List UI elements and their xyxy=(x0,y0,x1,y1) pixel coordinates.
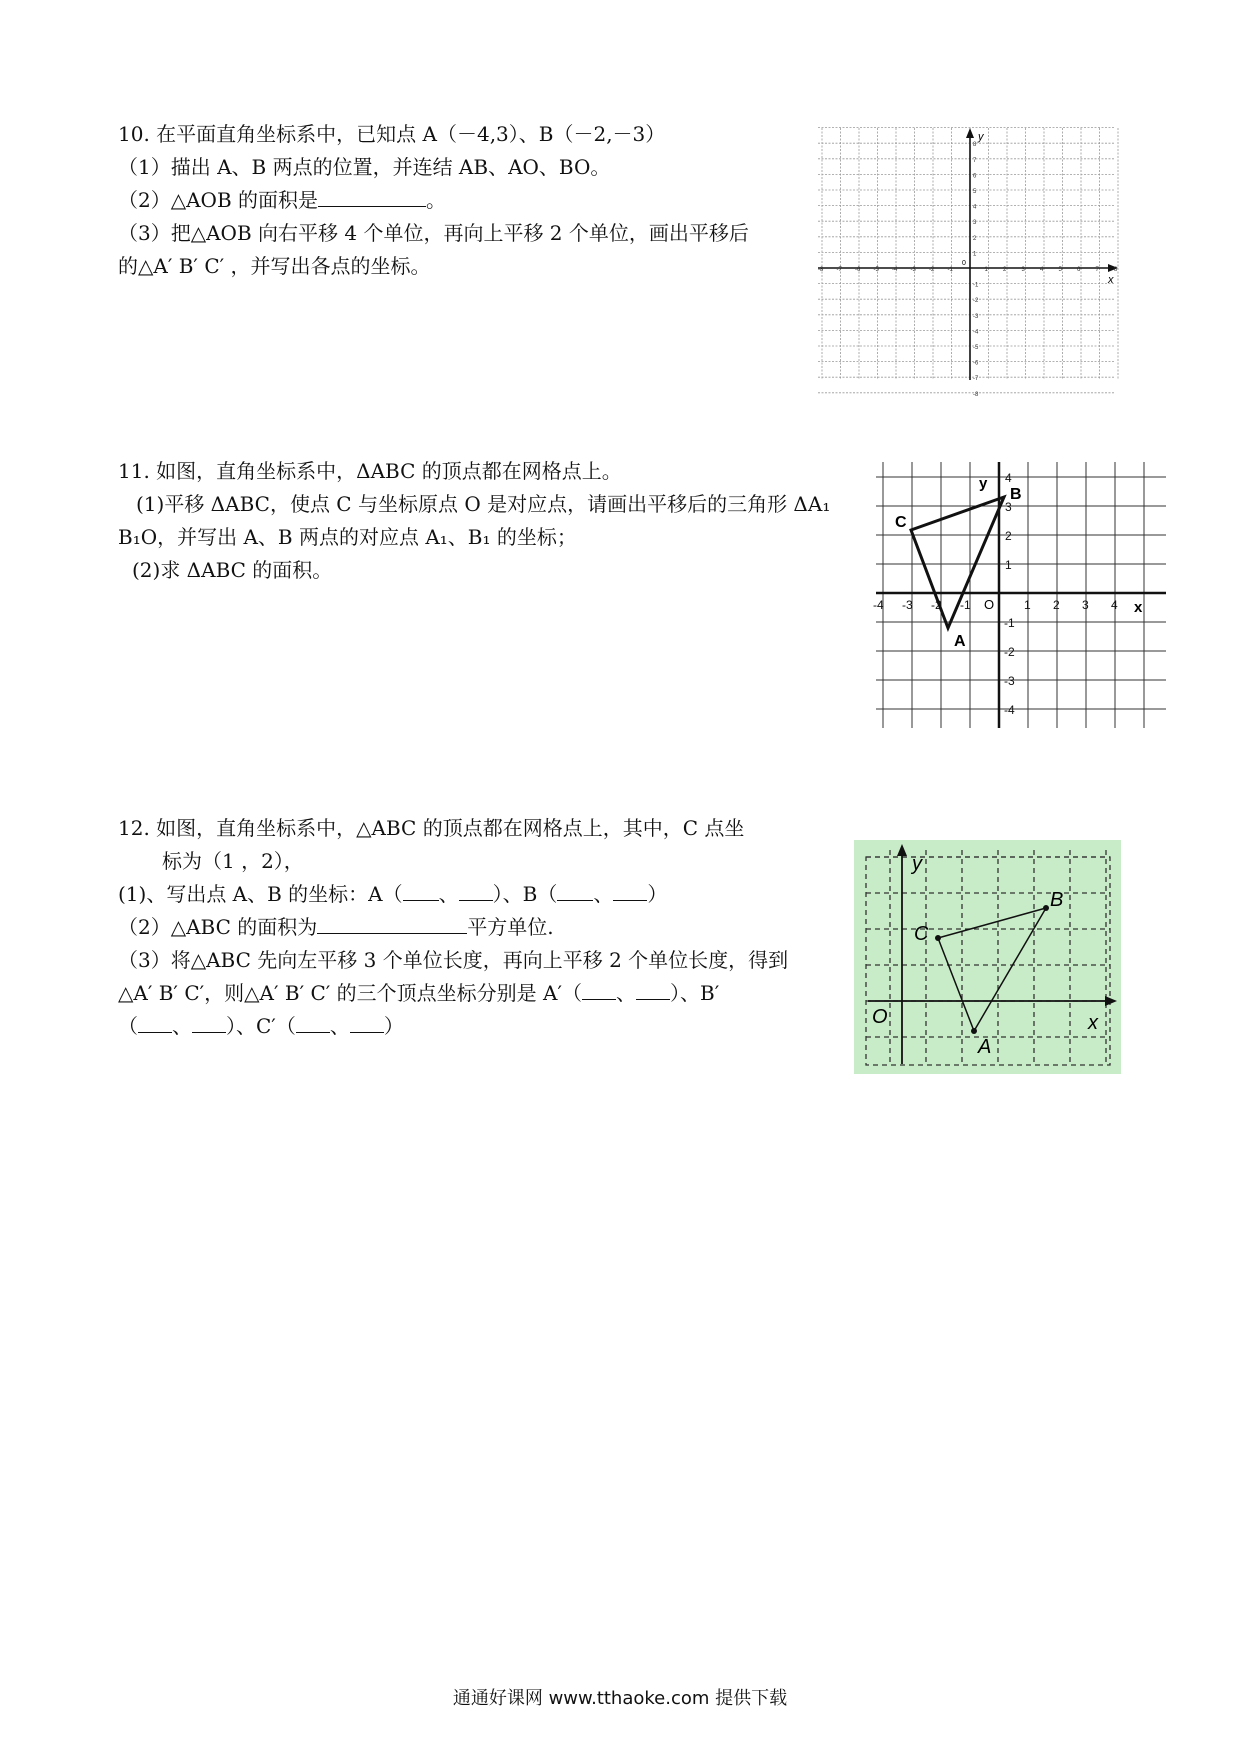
q12-label-c: C xyxy=(914,923,929,945)
q12-b1-x-blank[interactable] xyxy=(138,1010,172,1033)
q12-c1-y-blank[interactable] xyxy=(350,1010,384,1033)
q10-coordinate-grid xyxy=(818,128,1118,398)
q10-y-tick-label: -4 xyxy=(973,329,979,336)
q11-y-tick-label: 2 xyxy=(1005,529,1012,543)
q11-y-tick-label: 1 xyxy=(1005,558,1012,572)
q11-label-a: A xyxy=(954,633,966,650)
q10-line-3: （2）△AOB 的面积是 。 xyxy=(118,184,749,217)
q12-line-3: (1)、写出点 A、B 的坐标：A（ 、 ）、B（ 、 ） xyxy=(118,878,788,911)
q10-y-tick-label: -1 xyxy=(973,282,979,289)
q11-y-tick-label: -4 xyxy=(1004,703,1015,717)
q11-x-tick-label: -2 xyxy=(931,598,942,612)
q10-x-tick-label: -6 xyxy=(855,267,861,273)
q10-x-tick-label: 7 xyxy=(1095,267,1099,273)
q10-x-tick-label: 4 xyxy=(1040,267,1044,273)
q11-x-label: x xyxy=(1134,599,1143,616)
q11-x-tick-label: -3 xyxy=(902,598,913,612)
q10-line-2: （1）描出 A、B 两点的位置，并连结 AB、AO、BO。 xyxy=(118,155,611,179)
q11-y-tick-label: 3 xyxy=(1005,500,1012,514)
q10-y-tick-label: 8 xyxy=(973,142,977,149)
q12-x-label: x xyxy=(1088,1012,1098,1034)
q12-a-y-blank[interactable] xyxy=(459,878,493,901)
q12-b-x-blank[interactable] xyxy=(557,878,593,901)
q10-x-tick-label: -4 xyxy=(892,267,898,273)
q10-y-arrow-icon xyxy=(966,128,974,138)
q10-y-tick-label: 4 xyxy=(973,204,977,211)
q11-x-tick-label: -1 xyxy=(960,598,971,612)
q12-origin-label: O xyxy=(872,1006,888,1028)
q10-x-tick-label: -8 xyxy=(818,267,824,273)
q10-y-tick-label: 1 xyxy=(973,251,977,258)
q11-x-tick-label: 3 xyxy=(1082,598,1089,612)
q12-line-4: （2）△ABC 的面积为 平方单位. xyxy=(118,911,788,944)
q12-area-blank[interactable] xyxy=(317,911,467,934)
q12-label-b: B xyxy=(1050,889,1064,911)
q10-x-tick-label: 1 xyxy=(984,267,988,273)
q12-point-a xyxy=(971,1028,977,1034)
q11-line-2: (1)平移 ΔABC，使点 C 与坐标原点 O 是对应点，请画出平移后的三角形 ΔA₁ xyxy=(136,492,831,516)
question-10 xyxy=(118,118,749,283)
page-footer: 通通好课网 www.tthaoke.com 提供下载 xyxy=(452,1688,788,1709)
q10-y-tick-label: -3 xyxy=(973,313,979,320)
q10-area-blank[interactable] xyxy=(318,184,426,207)
q12-line-5: （3）将△ABC 先向左平移 3 个单位长度，再向上平移 2 个单位长度，得到 xyxy=(118,948,789,972)
q11-line-1: 11. 如图，直角坐标系中，ΔABC 的顶点都在网格点上。 xyxy=(118,459,622,483)
q10-line-5: 的△A′ B′ C′ ，并写出各点的坐标。 xyxy=(118,254,431,278)
q10-x-tick-label: 5 xyxy=(1058,267,1062,273)
q11-origin-label: O xyxy=(984,597,995,612)
q11-x-tick-label: 1 xyxy=(1024,598,1031,612)
q11-x-tick-label: 2 xyxy=(1053,598,1060,612)
q10-y-tick-label: 7 xyxy=(973,157,977,164)
q12-line-6: △A′ B′ C′，则△A′ B′ C′ 的三个顶点坐标分别是 A′（ 、 ）、B′ xyxy=(118,977,788,1010)
q12-line-1: 12. 如图，直角坐标系中，△ABC 的顶点都在网格点上，其中，C 点坐 xyxy=(118,816,745,840)
q10-y-label: y xyxy=(978,131,984,143)
q12-y-label: y xyxy=(912,853,922,875)
q11-label-c: C xyxy=(895,514,907,531)
q11-line-3: B₁O，并写出 A、B 两点的对应点 A₁、B₁ 的坐标； xyxy=(118,525,577,549)
question-11 xyxy=(118,455,830,587)
q10-y-tick-label: 5 xyxy=(973,189,977,195)
q10-x-tick-label: -7 xyxy=(836,267,842,273)
q11-x-tick-label: -4 xyxy=(873,598,884,612)
q10-x-tick-label: -2 xyxy=(929,267,935,273)
q10-y-tick-label: -5 xyxy=(973,345,979,351)
q10-y-tick-label: -8 xyxy=(973,391,979,398)
q12-b1-y-blank[interactable] xyxy=(192,1010,226,1033)
question-12 xyxy=(118,812,788,1043)
q11-label-b: B xyxy=(1010,486,1022,503)
q11-y-tick-label: -3 xyxy=(1004,674,1015,688)
q12-coordinate-grid xyxy=(854,840,1121,1074)
q12-line-2: 标为（1 ，2）， xyxy=(162,849,304,873)
q12-c1-x-blank[interactable] xyxy=(296,1010,330,1033)
q10-x-tick-label: -1 xyxy=(947,267,953,273)
q11-line-4: (2)求 ΔABC 的面积。 xyxy=(132,558,333,582)
q10-line-4: （3）把△AOB 向右平移 4 个单位，再向上平移 2 个单位，画出平移后 xyxy=(118,221,749,245)
q11-coordinate-grid xyxy=(873,462,1166,728)
q10-y-tick-label: 6 xyxy=(973,173,977,180)
q10-y-tick-label: -7 xyxy=(973,376,979,383)
q10-x-label: x xyxy=(1108,274,1114,286)
q11-y-tick-label: -2 xyxy=(1004,645,1015,659)
q11-y-tick-label: 4 xyxy=(1005,471,1012,485)
q12-a1-y-blank[interactable] xyxy=(636,977,670,1000)
q11-y-tick-label: -1 xyxy=(1004,616,1015,630)
q12-a-x-blank[interactable] xyxy=(403,878,439,901)
q10-x-tick-label: -5 xyxy=(873,267,879,273)
q10-y-tick-label: 3 xyxy=(973,220,977,227)
q10-x-tick-label: 3 xyxy=(1021,267,1025,273)
q12-label-a: A xyxy=(978,1036,992,1058)
q11-y-label: y xyxy=(979,475,988,492)
q10-x-tick-label: 8 xyxy=(1114,267,1118,273)
q12-line-7: （ 、 ）、C′（ 、 ） xyxy=(118,1010,788,1043)
q12-b-y-blank[interactable] xyxy=(613,878,647,901)
q10-origin-label: 0 xyxy=(962,260,966,267)
q10-x-tick-label: 6 xyxy=(1077,267,1081,273)
q12-point-c xyxy=(935,935,941,941)
q10-x-tick-label: 2 xyxy=(1003,267,1007,273)
q12-point-b xyxy=(1043,905,1049,911)
q12-a1-x-blank[interactable] xyxy=(582,977,616,1000)
q10-x-tick-label: -3 xyxy=(910,267,916,273)
q10-y-tick-label: -2 xyxy=(973,298,979,305)
q10-y-tick-label: -6 xyxy=(973,360,979,367)
q10-y-tick-label: 2 xyxy=(973,235,977,242)
q11-x-tick-label: 4 xyxy=(1111,598,1118,612)
q10-line-1: 10. 在平面直角坐标系中，已知点 A（－4,3）、B（－2,－3） xyxy=(118,122,666,146)
